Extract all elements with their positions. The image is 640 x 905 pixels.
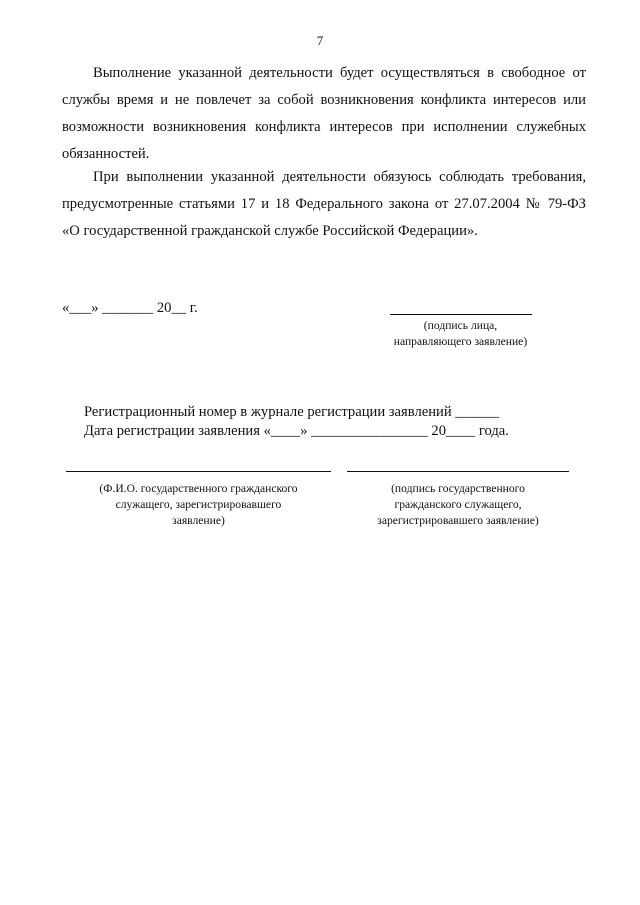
page-number: 7 — [316, 33, 324, 48]
paragraph-line: службы время и не повлечет за собой возникновения конфликта интересов или — [62, 92, 586, 108]
paragraph-line: предусмотренные статьями 17 и 18 Федерального закона от 27.07.2004 № 79-ФЗ — [62, 196, 586, 212]
paragraph-line: «О государственной гражданской службе Российской Федерации». — [62, 223, 478, 239]
applicant-signature-block — [378, 302, 543, 350]
paragraph-obligation — [62, 164, 586, 245]
paragraph-line: При выполнении указанной деятельности обязуюсь соблюдать требования, — [93, 169, 586, 185]
paragraph-line: обязанностей. — [62, 146, 150, 162]
registrar-name-caption — [66, 481, 331, 529]
paragraph-line: возможности возникновения конфликта интересов при исполнении служебных — [62, 119, 586, 135]
registration-number-line[interactable]: Регистрационный номер в журнале регистрации заявлений ______ — [84, 404, 500, 420]
caption-line: заявление) — [172, 514, 225, 527]
registrar-signature-line[interactable] — [347, 471, 569, 472]
registrar-signature-block — [347, 471, 569, 529]
caption-line: (подпись лица, — [423, 319, 498, 332]
caption-line: гражданского служащего, — [394, 498, 522, 511]
date-field[interactable]: «___» _______ 20__ г. — [62, 300, 198, 316]
caption-line: направляющего заявление) — [393, 335, 528, 348]
applicant-signature-line[interactable] — [390, 314, 532, 315]
registrar-signature-caption — [347, 481, 569, 529]
caption-line: служащего, зарегистрировавшего — [115, 498, 282, 511]
registration-date-line[interactable]: Дата регистрации заявления «____» ________________ 20____ года. — [84, 423, 509, 439]
caption-line: зарегистрировавшего заявление) — [377, 514, 539, 527]
registrar-name-block — [66, 471, 331, 529]
registrar-name-line[interactable] — [66, 471, 331, 472]
paragraph-line: Выполнение указанной деятельности будет осуществляться в свободное от — [93, 65, 586, 81]
paragraph-conflict-of-interest — [62, 60, 586, 168]
caption-line: (подпись государственного — [391, 482, 525, 495]
applicant-signature-caption — [378, 318, 543, 350]
caption-line: (Ф.И.О. государственного гражданского — [99, 482, 298, 495]
